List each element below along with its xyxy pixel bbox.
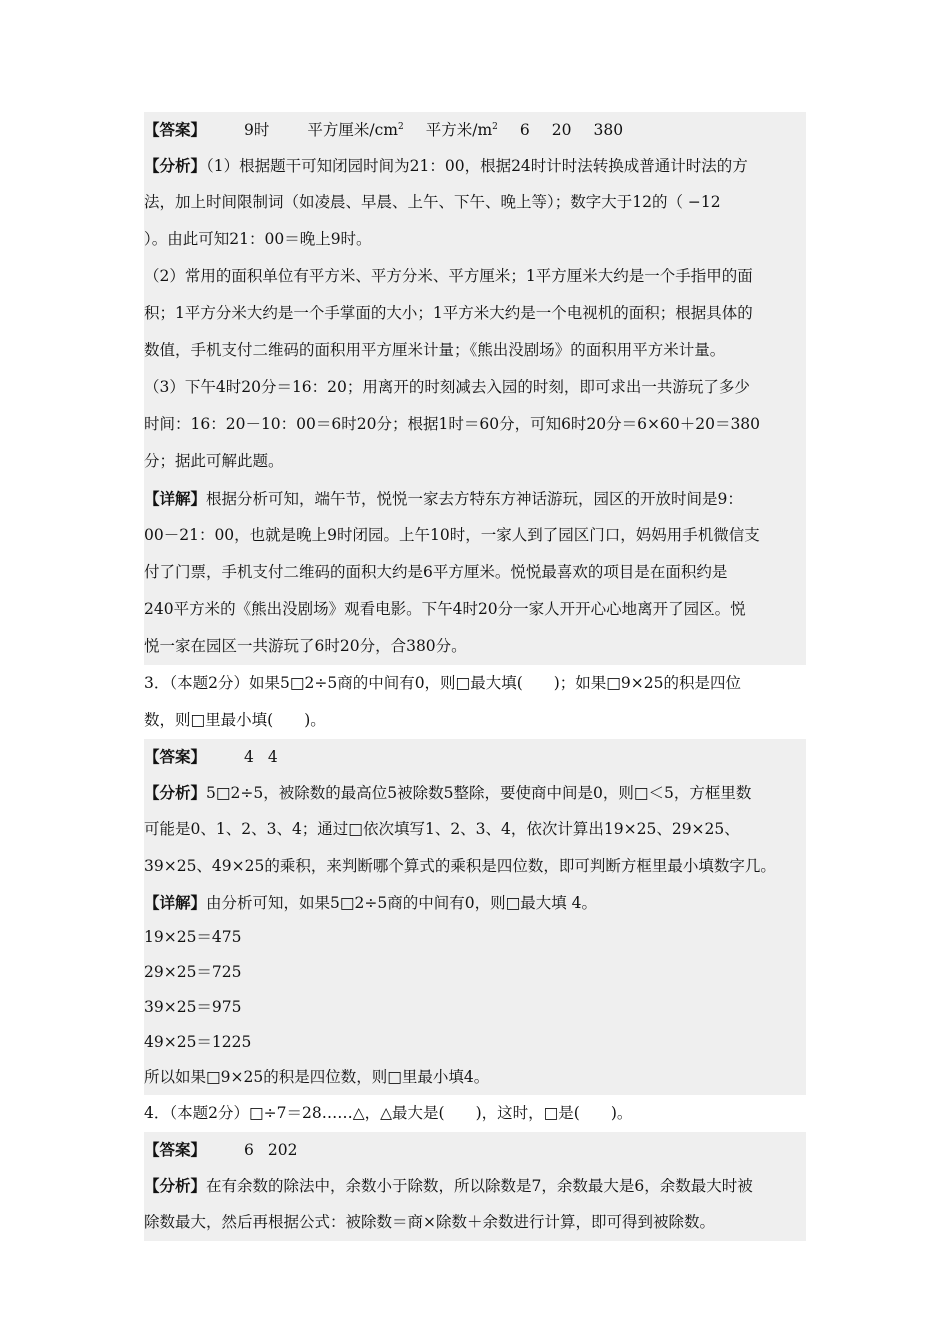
detail-text: 根据分析可知，端午节，悦悦一家去方特东方神话游玩，园区的开放时间是9： [206, 490, 743, 508]
q2-analysis-line: （3）下午4时20分＝16：20；用离开的时刻减去入园的时刻，即可求出一共游玩了多少 [144, 378, 750, 396]
worksheet-page [144, 112, 806, 1241]
answer-value: 4 [244, 748, 254, 766]
conclusion-line: 所以如果□9×25的积是四位数，则□里最小填4。 [144, 1068, 490, 1086]
q2-analysis-line: 时间：16：20－10：00＝6时20分；根据1时＝60分，可知6时20分＝6×60＋20＝380 [144, 415, 761, 433]
calc-line: 29×25＝725 [144, 963, 242, 981]
q2-analysis-line: 积；1平方分米大约是一个手掌面的大小；1平方米大约是一个电视机的面积；根据具体的 [144, 304, 753, 322]
calc-line: 49×25＝1225 [144, 1033, 252, 1051]
q2-detail-line: 00－21：00，也就是晚上9时闭园。上午10时，一家人到了园区门口，妈妈用手机微信支 [144, 526, 760, 544]
question-line: 数，则□里最小填( )。 [144, 711, 326, 729]
q3-analysis-line: 可能是0、1、2、3、4；通过□依次填写1、2、3、4，依次计算出19×25、29×25、 [144, 820, 740, 838]
q4-analysis-line [144, 1167, 806, 1204]
analysis-label: 【分析】 [144, 1176, 207, 1195]
q2-answer-line [144, 112, 806, 147]
q2-analysis-line: （2）常用的面积单位有平方米、平方分米、平方厘米；1平方厘米大约是一个手指甲的面 [144, 267, 753, 285]
detail-label: 【详解】 [144, 489, 207, 508]
q3-question [144, 665, 806, 739]
answer-value: 平方米/m [425, 121, 493, 139]
answer-value: 4 [267, 748, 278, 766]
answer-value: 20 [551, 121, 572, 139]
q3-analysis-line [144, 774, 806, 811]
analysis-label: 【分析】 [144, 783, 207, 802]
answer-label: 【答案】 [144, 1140, 207, 1159]
q4-question: 4．（本题2分）□÷7＝28……△，△最大是( )，这时，□是( )。 [144, 1104, 633, 1122]
q2-analysis-line: 法，加上时间限制词（如凌晨、早晨、上午、下午、晚上等）；数字大于12的（ −12 [144, 193, 721, 211]
q2-detail-line: 悦一家在园区一共游玩了6时20分，合380分。 [144, 637, 467, 655]
q2-detail-line: 240平方米的《熊出没剧场》观看电影。下午4时20分一家人开开心心地离开了园区。悦 [144, 600, 746, 618]
q2-analysis-line [144, 147, 806, 184]
detail-text: 由分析可知，如果5□2÷5商的中间有0，则□最大填 4。 [206, 894, 598, 912]
analysis-text: （1）根据题干可知闭园时间为21：00，根据24时计时法转换成普通计时法的方 [206, 157, 748, 175]
q2-analysis-line: 分；据此可解此题。 [144, 452, 284, 470]
q4-solution-block [144, 1132, 806, 1241]
analysis-label: 【分析】 [144, 156, 207, 175]
q4-analysis-line: 除数最大，然后再根据公式：被除数＝商×除数＋余数进行计算，即可得到被除数。 [144, 1213, 715, 1231]
q2-detail-line [144, 480, 806, 517]
superscript: 2 [398, 121, 404, 132]
q3-solution-block [144, 739, 806, 1095]
q2-analysis-line: ）。由此可知21：00＝晚上9时。 [144, 230, 372, 248]
analysis-text: 在有余数的除法中，余数小于除数，所以除数是7，余数最大是6，余数最大时被 [206, 1177, 753, 1195]
answer-value: 6 [244, 1141, 254, 1159]
answer-value: 9时 [244, 121, 270, 139]
question-line: 3．（本题2分）如果5□2÷5商的中间有0，则□最大填( )；如果□9×25的积是四位 [144, 674, 742, 692]
answer-value: 平方厘米/cm [307, 121, 398, 139]
calc-line: 39×25＝975 [144, 998, 242, 1016]
answer-value: 202 [267, 1141, 298, 1159]
q2-analysis-line: 数值，手机支付二维码的面积用平方厘米计量；《熊出没剧场》的面积用平方米计量。 [144, 341, 726, 359]
q3-detail-line [144, 885, 806, 920]
q4-answer-line [144, 1132, 806, 1167]
answer-label: 【答案】 [144, 747, 207, 766]
q2-detail-line: 付了门票，手机支付二维码的面积大约是6平方厘米。悦悦最喜欢的项目是在面积约是 [144, 563, 728, 581]
q3-analysis-line: 39×25、49×25的乘积，来判断哪个算式的乘积是四位数，即可判断方框里最小填数字几。 [144, 857, 776, 875]
analysis-text: 5□2÷5，被除数的最高位5被除数5整除，要使商中间是0，则□＜5，方框里数 [206, 784, 752, 802]
q2-solution-block [144, 112, 806, 665]
answer-value: 6 [519, 121, 530, 139]
superscript: 2 [492, 121, 498, 132]
q3-answer-line [144, 739, 806, 774]
detail-label: 【详解】 [144, 893, 207, 912]
answer-label: 【答案】 [144, 120, 207, 139]
calc-line: 19×25＝475 [144, 928, 242, 946]
answer-value: 380 [593, 121, 624, 139]
